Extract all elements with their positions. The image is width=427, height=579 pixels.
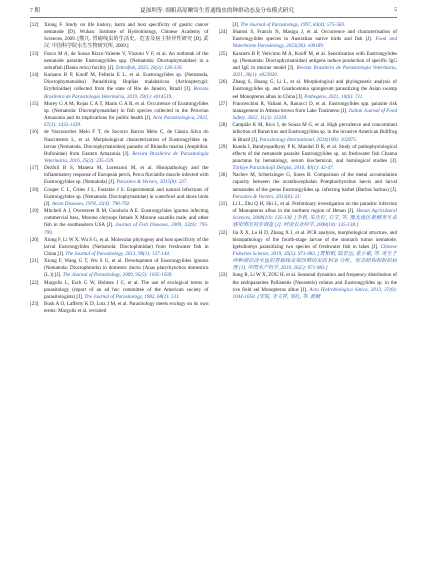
page-header (30, 5, 397, 18)
reference-body: Fusco M A, de Sousa Rizzo-Valente V, Vizzoni V F, et al. An outbreak of the nematode parasite Eustrongylides spp. (Nematoda: Dioctophymatidae) in a zebrafish (Danio rerio) facility [J]. (44, 50, 209, 71)
reference-entry (30, 301, 209, 315)
references-left-column (30, 22, 209, 571)
reference-entry (30, 72, 209, 101)
reference-body: Franceschini R, Valiani A, Ranucci D, et al. Eustrongylides spp. parasite risk management in Athena brown from Lake Trasimeno [J]. (232, 100, 397, 114)
reference-number: [30] (218, 172, 227, 179)
reference-body: Zhang S, Huang G, Li L, et al. Morphological and phylogenetic analysis of Eustrongylides sp. and Gnathostoma spinigerum parasitizing the Asian swamp eel Monopterus albus in China [J]. (232, 79, 397, 100)
reference-body: Xiong F. Study on life history, harm and host specificity of gastric cancer nematode [D]. Wuhan: Institute of Hydrobiology, Chinese Academy of Sciences, 2009. [熊凡. 胃瘤线虫的生活史、危害及宿主特异性研究 [D]. 武汉: 中国科学院水生生物研究所, 2009.] (44, 22, 209, 50)
reference-text (233, 101, 398, 122)
reference-text (44, 165, 209, 186)
reference-source-link[interactable]: Food and Waterborne Parasitology, 2023(30): e00189. (232, 36, 397, 50)
reference-source-link[interactable]: The Journal of Parasitology, 1982, 68(1): 131. (84, 293, 180, 300)
reference-text (44, 72, 209, 101)
reference-body: Kundu I, Bandyopadhyay P K, Mandal D R, et al. Study of pathophysiological effects of the nematode parasite Eustrongylides sp. on freshwater fish Channa punctatus by hematology, serum biochemical, and histological studies [J]. (232, 143, 397, 164)
reference-number: [24] (218, 29, 227, 36)
reference-body: Cooper C L, Crites J L, Fastzkie J S. Experimental and natural infections of Eustrongylides sp. (Nematoda: Dioctophymatidae) in waterfowl and shore birds [J]. (44, 186, 209, 207)
reference-number: [28] (218, 122, 227, 129)
reference-entry (30, 258, 209, 279)
reference-entry (30, 22, 209, 51)
reference-number: [23] (30, 301, 39, 308)
reference-number: [27] (218, 100, 227, 107)
reference-entry (219, 101, 398, 122)
reference-entry (219, 230, 398, 273)
references-body (30, 22, 397, 571)
reference-text (233, 122, 398, 143)
reference-entry (30, 101, 209, 130)
reference-number: [33] (218, 272, 227, 279)
reference-entry (219, 272, 398, 301)
reference-source-link[interactable]: Türkiye Parazitolojii Dergisi, 2016, 40(1): 42-47. (232, 165, 334, 172)
reference-number: [18] (30, 186, 39, 193)
reference-text (44, 22, 209, 51)
reference-entry (30, 280, 209, 301)
reference-source-link[interactable]: Revista Brasileira de Parasitologia Veterinaria, 2019, 29(1): e014519. (44, 86, 209, 100)
reference-text (233, 201, 398, 230)
reference-entry (219, 172, 398, 201)
reference-source-link[interactable]: Henan Agricultural Sciences, 2008(10): 135-138. [李莉, 朱庆红, 石宝, 等. 豫北地区黄鳝寄生虫感染情况初步调查 [J]. 河南农业科学, 2008(10): 135-138.] (232, 208, 397, 229)
reference-entry (30, 237, 209, 258)
reference-entry (219, 51, 398, 80)
reference-body: Shamsi S, Francis N, Masigu J, et al. Occurrence and characterisation of Eustrongylides species in Australian native birds and fish [J]. (232, 29, 397, 43)
reference-text (233, 51, 398, 80)
reference-source-link[interactable]: Parasitology International, 2024(100): 102875. (259, 136, 358, 143)
reference-body: Song R, Li W X, ZOU H, et al. Seasonal dynamics and frequency distribution of the endoparasites Pallisentis (Neosentis) celatus and Eustrongylides sp. in the rice field eel Monopterus albus [J]. (232, 272, 397, 293)
reference-number: [13] (30, 50, 39, 57)
reference-text (233, 79, 398, 100)
reference-source-link[interactable]: Parasites & Vectors, 2015(8): 227. (116, 179, 188, 186)
reference-entry (30, 129, 209, 165)
reference-number: [26] (218, 79, 227, 86)
reference-entry (30, 187, 209, 208)
reference-source-link[interactable]: Avian Diseases, 1978, 22(4): 790-792. (51, 200, 131, 207)
reference-source-link[interactable]: Parasites & Vectors, 2013(6): 21. (232, 193, 302, 200)
reference-number: [22] (30, 279, 39, 286)
reference-body: Karaano B P, Knoff M, Felleria E L, et al. Eustrongylides sp. (Nematoda, Dioctophymatoidea) Parasitizing Hoplias malabaricus (Actinopterygii: Erythrinidae) collected from the state of Rio de Janeiro, Brazil [J]. (44, 72, 209, 93)
reference-body: Karaiem B P, Vericimo M A, Knoff M, et al. Sensitization with Eustrongylides sp. (Nematoda: Dioctophymatoidae) antigens induce production of specific IgG and IgE in murine model [J]. (232, 50, 397, 71)
reference-entry (30, 51, 209, 72)
reference-number: [32] (218, 229, 227, 236)
reference-text (44, 129, 209, 165)
reference-source-link[interactable]: Revista Brasileira de Parasitologia Veterinária, 2016, 25(2): 235-239. (44, 150, 209, 164)
reference-text (44, 301, 209, 315)
reference-body: Campião K M, Rico J, de Souza M G, et al. High prevalence and concomitant infection of Ranavirus and Eustrongylides sp. in the invasive American Bullfrog in Brazil [J]. (232, 122, 397, 143)
reference-source-link[interactable]: Pathogens, 2021, 10(6): 711. (304, 93, 364, 100)
reference-source-link[interactable]: Acta Parasitologica, 2022, 67(3): 1432-1439. (44, 115, 209, 129)
reference-body: Li L, Zhu Q H, Shi L, et al. Preliminary investigation on the parasitic infection of Monopterus albus in the northern region of Henan [J]. (232, 200, 397, 215)
reference-text (233, 172, 398, 201)
reference-body: Jia X X, Lu H D, Zhang X J, et al. PCR analysis, morphological structure, and histopathology of the fourth-stage larvae of the stomach tumor nematode, Igelsdiomys parasitizing two species of freshwater fish in lakes [J]. (232, 229, 397, 250)
reference-text (233, 230, 398, 273)
reference-entry (30, 208, 209, 237)
reference-text (233, 144, 398, 173)
reference-number: [19] (30, 208, 39, 215)
reference-source-link[interactable]: The Journal of Parasitology, 1997, 83(4): 575-583. (240, 22, 346, 28)
reference-body: Dezfuli B S, Manera M, Lorenzoni M, et al. Histopathology and the inflammatory response of European perch, Perca fluviatilis muscle infected with Eustrongylides sp. (Nematoda) [J]. (44, 165, 209, 186)
reference-text (44, 51, 209, 72)
reference-source-link[interactable]: Acta Hydrobiologica Sinica, 2013, 37(6): 1044-1050. [宋锐, 李文祥, 邹红, 等. 黄鳝 (232, 286, 397, 300)
reference-text (44, 101, 209, 130)
reference-number: [20] (30, 236, 39, 243)
reference-number: [31] (218, 200, 227, 207)
reference-text (44, 280, 209, 301)
page-number-left: 7 期 (30, 8, 40, 14)
reference-body: Bush A O, Lafferty K D, Lotz J M, et al. Parasitology meets ecology on its own terms: Margolis et al. revisited (44, 301, 209, 315)
reference-number: [15] (30, 100, 39, 107)
reference-source-link[interactable]: Chinese Fisheries Science, 2019, 26(5): 971-983. [贾相相, 陆宏达, 张小敏, 等. 寄生于两种湖泊淡水鱼的胃瘤线虫第四期幼虫的 PCR 分析、形态结构和组织病理 [J]. 中国水产科学, 2019, 26(5): 971-983.] (232, 243, 397, 272)
reference-number: [25] (218, 50, 227, 57)
reference-entry (219, 79, 398, 100)
reference-entry (219, 122, 398, 143)
reference-source-link[interactable]: The Journal of Parasitology, 2013, 99(1): 137-144. (65, 251, 171, 257)
reference-text (44, 258, 209, 279)
reference-body: de Vasconcelos Melo F T, do Socorro Barros Melo C, de Cássia Silva do Nascimento L, et al. Morphological characterization of Eustrongylides sp. larvae (Nematoda, Dioctophymatoidea) parasite of Rhinella marina (Amphibia: Bufonidae) from Eastern Amazonia [J]. (44, 129, 209, 157)
reference-number: [21] (30, 258, 39, 265)
reference-entry (219, 29, 398, 50)
reference-entry (219, 201, 398, 230)
reference-number (219, 22, 233, 29)
reference-number: [16] (30, 129, 39, 136)
references-right-column (219, 22, 398, 571)
reference-body: Margolis L, Esch G W, Holmes J C, et al. The use of ecological terms in parasitology (report of an ad hoc committee of the American society of parasitologists) [J]. (44, 279, 209, 300)
reference-body: Morey G A M, Rojas C A T, Marin G A R, et al. Occurrence of Eustrongylides sp. (Nematoda: Dioctophymatidae) in fish species collected in the Peruvian Amazonia and its implications for public health [J]. (44, 100, 209, 122)
reference-body: Xiong F, Wang G T, Wu S G, et al. Development of Eustrongylides ignotus (Nematoda: Dioctophmida) in domestic ducks (Anas platyrhynchos domestica (L.)) [J]. (44, 258, 209, 279)
reference-body: Mitchell A J, Overstreet R M, Goodwin A E. Eustrongylides ignotus infecting commercial bass, Morone chrysops female X Morone saxatilis male, and other fish in the southeastern USA [J]. (44, 208, 209, 229)
reference-number: [14] (30, 72, 39, 79)
reference-text (44, 237, 209, 258)
reference-body: Nachev M, Schertzinger G, Sures B. Comparison of the metal accumulation capacity between the acanthocephalan Pomphorhynchus laevis and larval nematodes of the genus Eustrongylides sp. infecting barbel (Barbus barbus) [J]. (232, 172, 397, 193)
reference-number: [29] (218, 143, 227, 150)
reference-text (44, 208, 209, 237)
reference-text (233, 29, 398, 50)
reference-body: [J]. (232, 22, 240, 28)
reference-body: Xiong F, Li W X, Wu S G, et al. Molecular phylogeny and host specificity of the larval Eustrongylides (Nematoda: Dioctophmidae) from freshwater fish in China [J]. (44, 236, 209, 257)
reference-source-link[interactable]: Revista Brasileira de Parasitologia Veterinaria, 2021, 30(1): e023920. (232, 64, 397, 79)
reference-source-link[interactable]: The Journal of Parasitology, 2009, 95(5): 1035-1039. (62, 272, 173, 279)
reference-source-link[interactable]: Zebrafish, 2023, 20(3): 126-130. (115, 64, 183, 71)
reference-source-link[interactable]: Journal of Fish Diseases, 2009, 32(9): 795-799. (44, 222, 209, 236)
reference-number: [17] (30, 165, 39, 172)
reference-number: [12] (30, 22, 39, 28)
page-number-right: 5 (394, 7, 397, 13)
reference-source-link[interactable]: Italian Journal of Food Safety, 2022, 11(3): 11338. (232, 107, 397, 122)
reference-text (44, 187, 209, 208)
reference-entry (219, 144, 398, 173)
reference-text (233, 272, 398, 301)
reference-entry (30, 165, 209, 186)
running-title: 夏深圳等: 细粗高原鳅寄生普通线虫的种群动态及分布模式研究 (140, 8, 294, 14)
